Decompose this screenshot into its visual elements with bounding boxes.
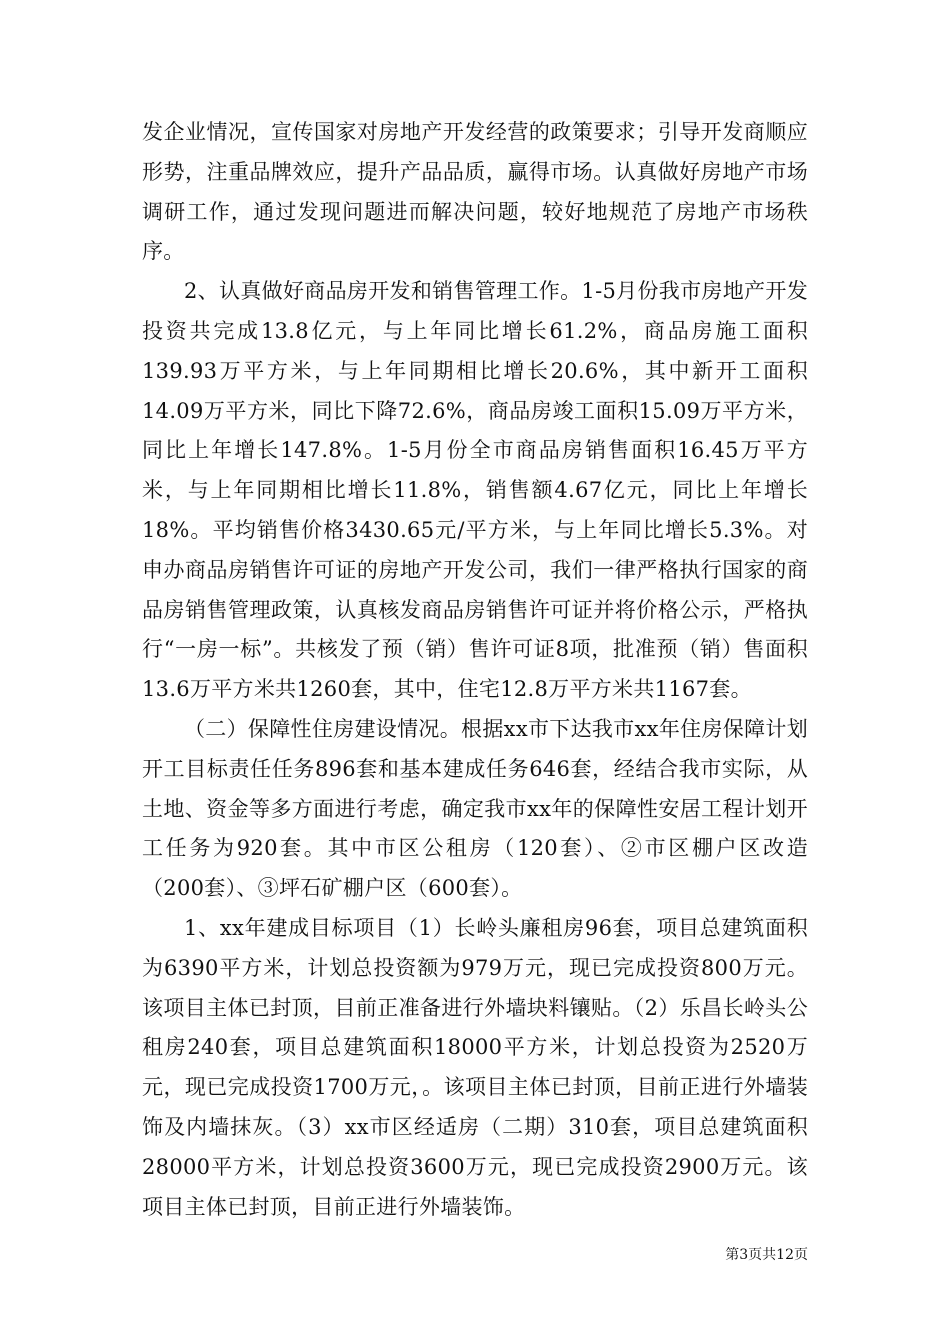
paragraph-affordable-housing: （二）保障性住房建设情况。根据xx市下达我市xx年住房保障计划开工目标责任任务896套和基本建成任务646套，经结合我市实际，从土地、资金等多方面进行考虑，确定我市xx年的保障性安居工程计划开工任务为920套。其中市区公租房（120套）、②市区棚户区改造（200套）、③坪石矿棚户区（600套）。	[142, 716, 808, 901]
document-body	[142, 113, 808, 1227]
page-number: 第3页共12页	[725, 1247, 808, 1263]
paragraph-continuation: 发企业情况，宣传国家对房地产开发经营的政策要求；引导开发商顺应形势，注重品牌效应，提升产品品质，赢得市场。认真做好房地产市场调研工作，通过发现问题进而解决问题，较好地规范了房地产市场秩序。	[142, 120, 808, 264]
paragraph-sales-management: 2、认真做好商品房开发和销售管理工作。1-5月份我市房地产开发投资共完成13.8亿元，与上年同比增长61.2%，商品房施工面积139.93万平方米，与上年同期相比增长20.6%，其中新开工面积14.09万平方米，同比下降72.6%，商品房竣工面积15.09万平方米，同比上年增长147.8%。1-5月份全市商品房销售面积16.45万平方米，与上年同期相比增长11.8%，销售额4.67亿元，同比上年增长18%。平均销售价格3430.65元/平方米，与上年同比增长5.3%。对申办商品房销售许可证的房地产开发公司，我们一律严格执行国家的商品房销售管理政策，认真核发商品房销售许可证并将价格公示，严格执行“一房一标”。共核发了预（销）售许可证8项，批准预（销）售面积13.6万平方米共1260套，其中，住宅12.8万平方米共1167套。	[142, 279, 808, 702]
paragraph-target-projects: 1、xx年建成目标项目（1）长岭头廉租房96套，项目总建筑面积为6390平方米，计划总投资额为979万元，现已完成投资800万元。该项目主体已封顶，目前正准备进行外墙块料镶贴。（2）乐昌长岭头公租房240套，项目总建筑面积18000平方米，计划总投资为2520万元，现已完成投资1700万元，。该项目主体已封顶，目前正进行外墙装饰及内墙抹灰。（3）xx市区经适房（二期）310套，项目总建筑面积28000平方米，计划总投资3600万元，现已完成投资2900万元。该项目主体已封顶，目前正进行外墙装饰。	[142, 915, 808, 1219]
